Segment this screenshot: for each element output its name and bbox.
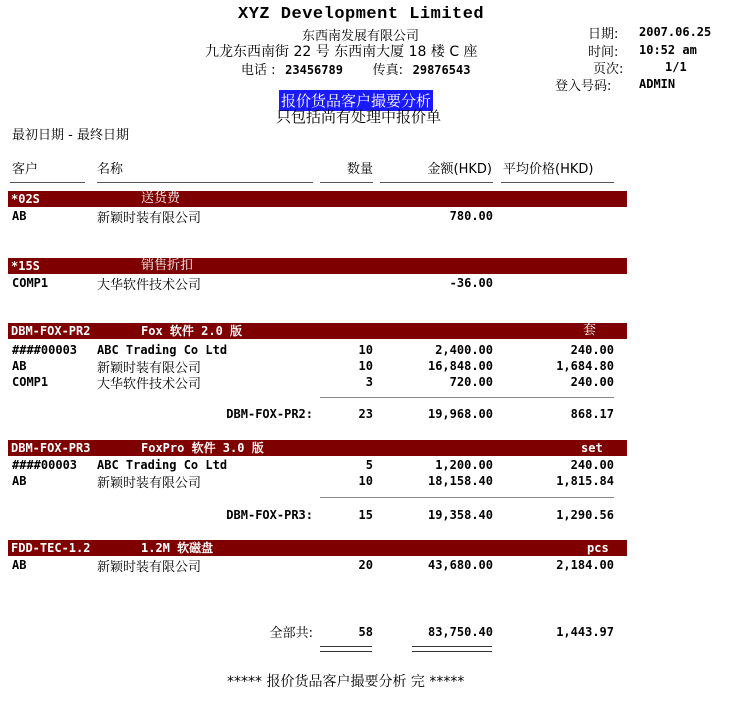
subtotal-average: 868.17 <box>570 407 614 421</box>
row-qty: 10 <box>358 343 373 357</box>
row-qty: 20 <box>358 558 373 572</box>
subtotal-label: DBM-FOX-PR2: <box>226 407 313 421</box>
column-amount: 金额(HKD) <box>427 162 492 177</box>
row-average: 240.00 <box>570 375 614 389</box>
group-unit: pcs <box>587 541 609 555</box>
total-double-rule <box>320 646 372 652</box>
report-footer-text: ***** 报价货品客户撮要分析 完 ***** <box>227 674 465 690</box>
row-amount: 18,158.40 <box>427 474 493 488</box>
row-average: 240.00 <box>570 458 614 472</box>
grand-total-label: 全部共: <box>269 626 313 641</box>
date-label: 日期: <box>588 27 619 42</box>
group-header <box>8 540 627 556</box>
column-name: 名称 <box>97 162 124 177</box>
subtotal-label: DBM-FOX-PR3: <box>226 508 313 522</box>
row-customer: COMP1 <box>12 276 49 290</box>
row-amount: 2,400.00 <box>435 343 493 357</box>
row-average: 1,684.80 <box>556 359 614 373</box>
row-qty: 10 <box>358 474 373 488</box>
total-double-rule <box>412 646 492 652</box>
column-rule <box>10 182 85 183</box>
row-customer: AB <box>12 474 27 488</box>
company-name-en: XYZ Development Limited <box>238 5 485 24</box>
subtotal-rule <box>320 397 614 398</box>
row-qty: 3 <box>365 375 373 389</box>
row-name: 大华软件技术公司 <box>97 278 202 293</box>
fax-value: 29876543 <box>412 63 471 77</box>
column-rule <box>501 182 614 183</box>
report-title: 报价货品客户撮要分析 <box>281 92 432 110</box>
group-code: FDD-TEC-1.2 <box>11 541 91 555</box>
group-header <box>8 323 627 339</box>
grand-total-qty: 58 <box>358 625 373 639</box>
group-description: 1.2M 软磁盘 <box>141 541 214 555</box>
group-description: FoxPro 软件 3.0 版 <box>141 441 264 455</box>
row-average: 1,815.84 <box>556 474 614 488</box>
time-value: 10:52 am <box>639 43 697 57</box>
group-code: *15S <box>11 259 40 273</box>
row-amount: -36.00 <box>449 276 493 290</box>
row-qty: 5 <box>365 458 373 472</box>
time-label: 时间: <box>588 45 619 60</box>
company-name-cn: 东西南发展有限公司 <box>302 29 420 44</box>
subtotal-amount: 19,358.40 <box>427 508 493 522</box>
group-unit: 套 <box>583 323 597 338</box>
row-customer: COMP1 <box>12 375 49 389</box>
fax-label: 传真: <box>372 63 403 78</box>
date-range: 最初日期 - 最终日期 <box>12 128 129 143</box>
phone-label: 电话 : <box>241 63 276 78</box>
row-amount: 780.00 <box>449 209 493 223</box>
row-customer: AB <box>12 558 27 572</box>
group-description: Fox 软件 2.0 版 <box>141 324 243 338</box>
row-average: 240.00 <box>570 343 614 357</box>
row-customer: ####00003 <box>12 343 78 357</box>
row-name: 新颖时装有限公司 <box>97 560 202 575</box>
group-code: *02S <box>11 192 40 206</box>
row-amount: 16,848.00 <box>427 359 493 373</box>
group-header <box>8 258 627 274</box>
row-qty: 10 <box>358 359 373 373</box>
subtotal-average: 1,290.56 <box>556 508 614 522</box>
column-average: 平均价格(HKD) <box>503 162 594 177</box>
company-address: 九龙东西南街 22 号 东西南大厦 18 楼 C 座 <box>205 44 478 60</box>
subtotal-qty: 23 <box>358 407 373 421</box>
row-name: ABC Trading Co Ltd <box>97 458 228 472</box>
row-name: 新颖时装有限公司 <box>97 476 202 491</box>
report-subtitle: 只包括尚有处理中报价单 <box>276 108 442 126</box>
grand-total-amount: 83,750.40 <box>427 625 493 639</box>
row-name: 大华软件技术公司 <box>97 377 202 392</box>
page-value: 1/1 <box>665 60 687 74</box>
column-qty: 数量 <box>346 162 373 177</box>
group-unit: set <box>581 441 603 455</box>
login-label: 登入号码: <box>555 79 612 94</box>
login-value: ADMIN <box>639 77 676 91</box>
subtotal-qty: 15 <box>358 508 373 522</box>
row-amount: 1,200.00 <box>435 458 493 472</box>
row-customer: ####00003 <box>12 458 78 472</box>
group-header <box>8 440 627 456</box>
column-rule <box>320 182 373 183</box>
row-name: ABC Trading Co Ltd <box>97 343 228 357</box>
column-rule <box>97 182 313 183</box>
group-header <box>8 191 627 207</box>
grand-total-average: 1,443.97 <box>556 625 614 639</box>
group-description: 销售折扣 <box>141 258 194 273</box>
subtotal-amount: 19,968.00 <box>427 407 493 421</box>
row-name: 新颖时装有限公司 <box>97 361 202 376</box>
phone-line <box>241 59 470 78</box>
report-footer <box>227 671 464 691</box>
subtotal-rule <box>320 497 614 498</box>
row-amount: 43,680.00 <box>427 558 493 572</box>
page-label: 页次: <box>593 62 624 77</box>
group-code: DBM-FOX-PR2 <box>11 324 91 338</box>
column-customer: 客户 <box>12 162 39 177</box>
row-amount: 720.00 <box>449 375 493 389</box>
group-description: 送货费 <box>141 191 181 206</box>
column-rule <box>380 182 493 183</box>
row-customer: AB <box>12 359 27 373</box>
row-name: 新颖时装有限公司 <box>97 211 202 226</box>
row-average: 2,184.00 <box>556 558 614 572</box>
row-customer: AB <box>12 209 27 223</box>
date-value: 2007.06.25 <box>639 25 712 39</box>
group-code: DBM-FOX-PR3 <box>11 441 91 455</box>
phone-value: 23456789 <box>285 63 343 77</box>
